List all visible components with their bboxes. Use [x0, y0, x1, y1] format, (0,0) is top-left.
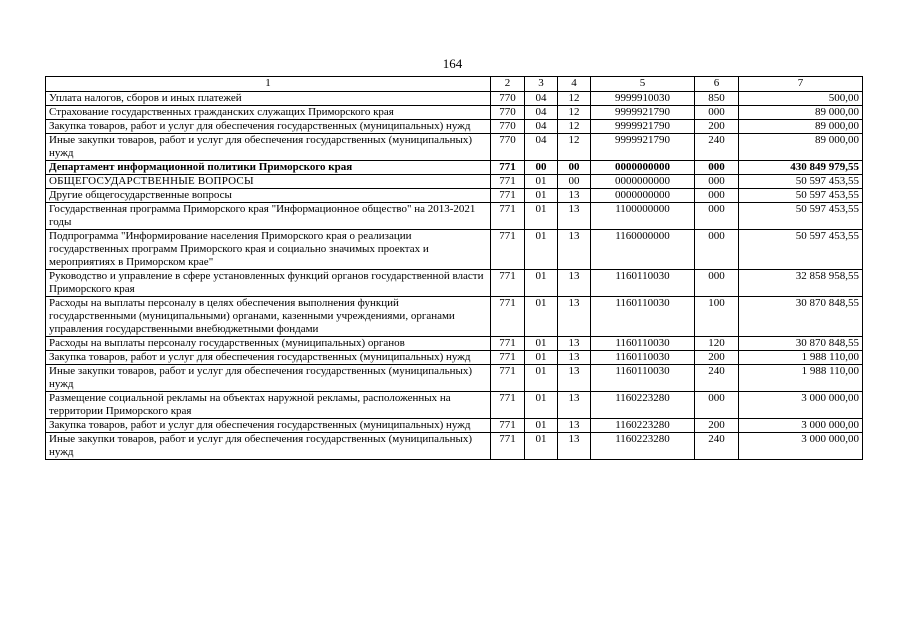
header-col-4: 4 — [558, 77, 591, 92]
row-sum: 500,00 — [739, 92, 863, 106]
row-col-2: 771 — [491, 351, 525, 365]
row-name: Расходы на выплаты персоналу в целях обеспечения выполнения функций государственными (муниципальными) органами, казенными учреждениями, органами управления государственными внебюджетными фондами — [46, 297, 491, 337]
row-col-6: 000 — [695, 270, 739, 297]
row-col-2: 770 — [491, 106, 525, 120]
budget-table — [45, 76, 863, 460]
row-col-4: 13 — [558, 230, 591, 270]
row-sum: 1 988 110,00 — [739, 351, 863, 365]
row-col-6: 240 — [695, 134, 739, 161]
row-col-3: 00 — [525, 161, 558, 175]
row-col-3: 01 — [525, 337, 558, 351]
row-col-5: 9999921790 — [591, 106, 695, 120]
row-sum: 3 000 000,00 — [739, 392, 863, 419]
row-col-2: 771 — [491, 175, 525, 189]
row-col-4: 12 — [558, 106, 591, 120]
row-col-2: 771 — [491, 337, 525, 351]
table-row — [46, 392, 863, 419]
row-sum: 3 000 000,00 — [739, 433, 863, 460]
row-name: Расходы на выплаты персоналу государственных (муниципальных) органов — [46, 337, 491, 351]
row-col-5: 0000000000 — [591, 189, 695, 203]
table-row — [46, 270, 863, 297]
row-col-6: 240 — [695, 433, 739, 460]
row-col-3: 01 — [525, 365, 558, 392]
row-col-5: 9999921790 — [591, 134, 695, 161]
row-col-3: 01 — [525, 230, 558, 270]
row-col-4: 13 — [558, 392, 591, 419]
table-row — [46, 189, 863, 203]
row-col-3: 01 — [525, 189, 558, 203]
header-col-3: 3 — [525, 77, 558, 92]
row-col-5: 0000000000 — [591, 175, 695, 189]
row-col-2: 771 — [491, 419, 525, 433]
row-name: ОБЩЕГОСУДАРСТВЕННЫЕ ВОПРОСЫ — [46, 175, 491, 189]
row-col-6: 000 — [695, 161, 739, 175]
row-name: Закупка товаров, работ и услуг для обеспечения государственных (муниципальных) нужд — [46, 120, 491, 134]
row-col-4: 13 — [558, 351, 591, 365]
row-col-3: 04 — [525, 120, 558, 134]
row-sum: 32 858 958,55 — [739, 270, 863, 297]
row-sum: 89 000,00 — [739, 106, 863, 120]
header-col-2: 2 — [491, 77, 525, 92]
table-row — [46, 365, 863, 392]
row-col-5: 1160110030 — [591, 351, 695, 365]
row-col-6: 000 — [695, 203, 739, 230]
row-col-3: 01 — [525, 433, 558, 460]
row-col-2: 770 — [491, 92, 525, 106]
table-row — [46, 433, 863, 460]
row-col-6: 120 — [695, 337, 739, 351]
row-sum: 30 870 848,55 — [739, 337, 863, 351]
row-col-6: 000 — [695, 230, 739, 270]
row-col-5: 1160110030 — [591, 365, 695, 392]
row-col-4: 13 — [558, 433, 591, 460]
table-row — [46, 297, 863, 337]
table-row — [46, 419, 863, 433]
row-col-3: 01 — [525, 392, 558, 419]
row-col-2: 771 — [491, 270, 525, 297]
row-col-4: 13 — [558, 270, 591, 297]
row-name: Департамент информационной политики Приморского края — [46, 161, 491, 175]
row-col-2: 771 — [491, 392, 525, 419]
header-col-5: 5 — [591, 77, 695, 92]
row-col-2: 771 — [491, 433, 525, 460]
table-row — [46, 351, 863, 365]
row-name: Иные закупки товаров, работ и услуг для обеспечения государственных (муниципальных) нужд — [46, 433, 491, 460]
row-col-4: 13 — [558, 189, 591, 203]
row-col-6: 850 — [695, 92, 739, 106]
row-col-4: 12 — [558, 120, 591, 134]
row-col-3: 04 — [525, 134, 558, 161]
row-col-3: 01 — [525, 419, 558, 433]
row-col-5: 1100000000 — [591, 203, 695, 230]
header-col-1: 1 — [46, 77, 491, 92]
row-sum: 89 000,00 — [739, 134, 863, 161]
row-col-5: 1160110030 — [591, 297, 695, 337]
row-col-4: 13 — [558, 337, 591, 351]
row-col-5: 1160223280 — [591, 392, 695, 419]
row-name: Закупка товаров, работ и услуг для обеспечения государственных (муниципальных) нужд — [46, 351, 491, 365]
table-row — [46, 134, 863, 161]
row-col-5: 9999910030 — [591, 92, 695, 106]
row-name: Другие общегосударственные вопросы — [46, 189, 491, 203]
row-col-5: 1160223280 — [591, 419, 695, 433]
row-sum: 50 597 453,55 — [739, 189, 863, 203]
row-col-2: 771 — [491, 203, 525, 230]
row-col-4: 00 — [558, 161, 591, 175]
row-col-6: 200 — [695, 419, 739, 433]
page-number: 164 — [442, 56, 463, 71]
row-col-6: 240 — [695, 365, 739, 392]
row-col-3: 01 — [525, 351, 558, 365]
row-sum: 30 870 848,55 — [739, 297, 863, 337]
row-name: Иные закупки товаров, работ и услуг для обеспечения государственных (муниципальных) нужд — [46, 134, 491, 161]
row-col-6: 000 — [695, 106, 739, 120]
row-name: Закупка товаров, работ и услуг для обеспечения государственных (муниципальных) нужд — [46, 419, 491, 433]
row-name: Страхование государственных гражданских служащих Приморского края — [46, 106, 491, 120]
header-col-6: 6 — [695, 77, 739, 92]
row-col-3: 01 — [525, 203, 558, 230]
table-header-row — [46, 77, 863, 92]
row-col-6: 000 — [695, 392, 739, 419]
row-sum: 430 849 979,55 — [739, 161, 863, 175]
row-col-6: 100 — [695, 297, 739, 337]
row-col-3: 04 — [525, 92, 558, 106]
row-col-2: 771 — [491, 230, 525, 270]
row-col-2: 771 — [491, 365, 525, 392]
row-col-3: 04 — [525, 106, 558, 120]
table-row — [46, 106, 863, 120]
row-col-4: 12 — [558, 92, 591, 106]
row-col-5: 1160223280 — [591, 433, 695, 460]
row-col-3: 01 — [525, 270, 558, 297]
row-col-2: 771 — [491, 161, 525, 175]
row-sum: 89 000,00 — [739, 120, 863, 134]
header-col-7: 7 — [739, 77, 863, 92]
row-col-4: 12 — [558, 134, 591, 161]
table-row — [46, 337, 863, 351]
row-col-3: 01 — [525, 175, 558, 189]
row-col-6: 000 — [695, 189, 739, 203]
row-col-5: 1160110030 — [591, 270, 695, 297]
row-name: Иные закупки товаров, работ и услуг для обеспечения государственных (муниципальных) нужд — [46, 365, 491, 392]
row-col-3: 01 — [525, 297, 558, 337]
table-row — [46, 175, 863, 189]
row-col-4: 00 — [558, 175, 591, 189]
row-name: Руководство и управление в сфере установленных функций органов государственной власти Приморского края — [46, 270, 491, 297]
row-col-2: 770 — [491, 120, 525, 134]
row-col-6: 000 — [695, 175, 739, 189]
row-col-4: 13 — [558, 419, 591, 433]
row-col-5: 1160110030 — [591, 337, 695, 351]
table-row — [46, 92, 863, 106]
row-col-4: 13 — [558, 297, 591, 337]
row-name: Государственная программа Приморского края "Информационное общество" на 2013-2021 годы — [46, 203, 491, 230]
table-row — [46, 120, 863, 134]
row-name: Уплата налогов, сборов и иных платежей — [46, 92, 491, 106]
row-sum: 1 988 110,00 — [739, 365, 863, 392]
row-col-4: 13 — [558, 365, 591, 392]
row-sum: 50 597 453,55 — [739, 175, 863, 189]
row-col-6: 200 — [695, 351, 739, 365]
row-col-5: 1160000000 — [591, 230, 695, 270]
table-row-department — [46, 161, 863, 175]
row-col-5: 9999921790 — [591, 120, 695, 134]
row-col-5: 0000000000 — [591, 161, 695, 175]
row-col-6: 200 — [695, 120, 739, 134]
row-col-2: 771 — [491, 189, 525, 203]
row-sum: 50 597 453,55 — [739, 203, 863, 230]
table-row — [46, 203, 863, 230]
row-sum: 3 000 000,00 — [739, 419, 863, 433]
row-sum: 50 597 453,55 — [739, 230, 863, 270]
row-name: Подпрограмма "Информирование населения Приморского края о реализации государственных программ Приморского края и социально значимых проектах и мероприятиях в Приморском крае" — [46, 230, 491, 270]
row-col-4: 13 — [558, 203, 591, 230]
row-name: Размещение социальной рекламы на объектах наружной рекламы, расположенных на территории Приморского края — [46, 392, 491, 419]
table-row — [46, 230, 863, 270]
row-col-2: 770 — [491, 134, 525, 161]
row-col-2: 771 — [491, 297, 525, 337]
